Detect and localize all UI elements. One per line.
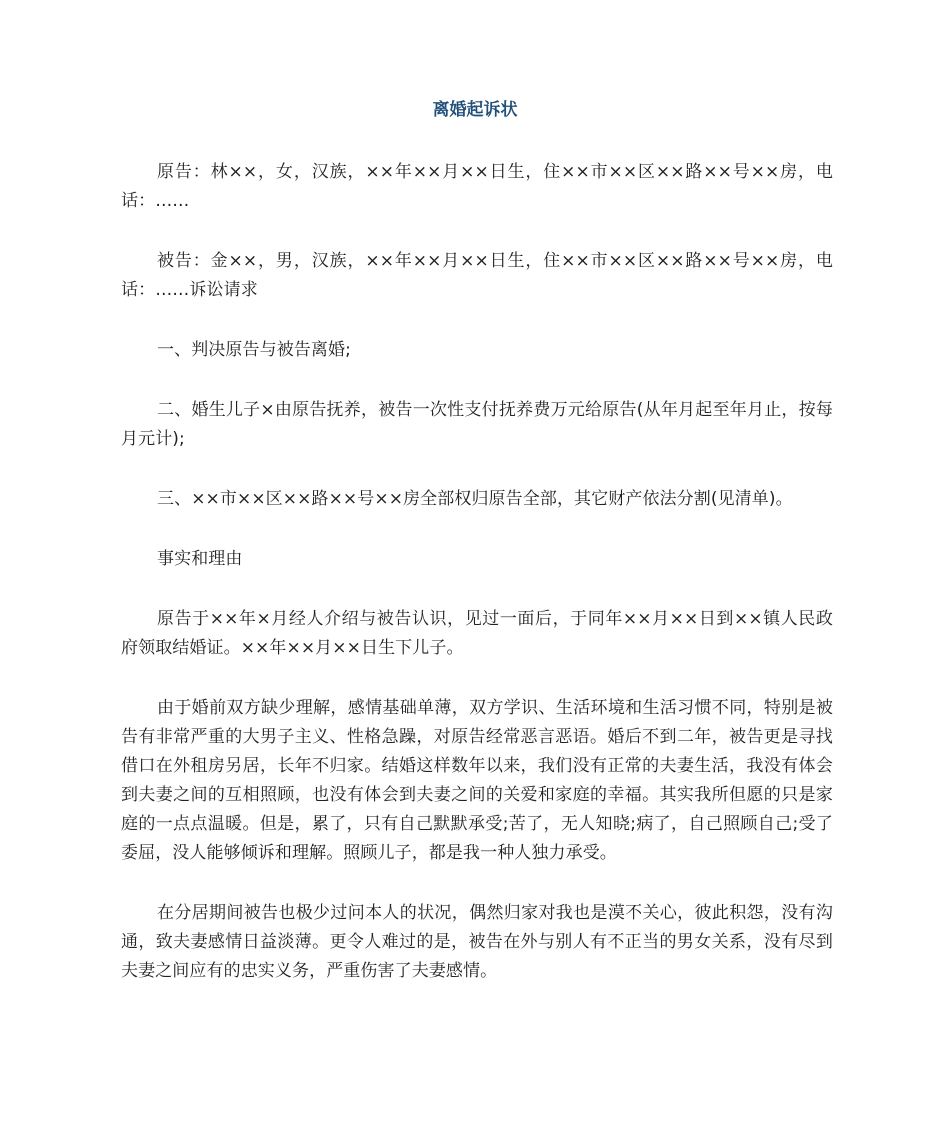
facts-heading: 事实和理由 <box>157 549 243 569</box>
claim-item-1: 一、判决原告与被告离婚; <box>157 340 351 360</box>
claim-item-3: 三、××市××区××路××号××房全部权归原告全部，其它财产依法分割(见清单)。 <box>157 489 793 509</box>
document-body <box>121 158 833 1017</box>
facts-paragraph-2: 由于婚前双方缺少理解，感情基础单薄，双方学识、生活环境和生活习惯不同，特别是被告有非常严重的大男子主义、性格急躁，对原告经常恶言恶语。婚后不到二年，被告更是寻找借口在外租房另居，长年不归家。结婚这样数年以来，我们没有正常的夫妻生活，我没有体会到夫妻之间的互相照顾，也没有体会到夫妻之间的关爱和家庭的幸福。其实我所但愿的只是家庭的一点点温暖。但是，累了，只有自己默默承受;苦了，无人知晓;病了，自己照顾自己;受了委屈，没人能够倾诉和理解。照顾儿子，都是我一种人独力承受。 <box>121 698 833 863</box>
facts-paragraph-3: 在分居期间被告也极少过问本人的状况，偶然归家对我也是漠不关心，彼此积怨，没有沟通，致夫妻感情日益淡薄。更令人难过的是，被告在外与别人有不正当的男女关系，没有尽到夫妻之间应有的忠实义务，严重伤害了夫妻感情。 <box>121 903 833 981</box>
defendant-info-paragraph: 被告：金××，男，汉族，××年××月××日生，住××市××区××路××号××房，电话：……诉讼请求 <box>121 251 833 300</box>
document-title: 离婚起诉状 <box>432 100 518 120</box>
plaintiff-info-paragraph: 原告：林××，女，汉族，××年××月××日生，住××市××区××路××号××房，电话：…… <box>121 162 833 211</box>
facts-paragraph-1: 原告于××年×月经人介绍与被告认识，见过一面后，于同年××月××日到××镇人民政府领取结婚证。××年××月××日生下儿子。 <box>121 609 833 658</box>
claim-item-2: 二、婚生儿子×由原告抚养，被告一次性支付抚养费万元给原告(从年月起至年月止，按每月元计); <box>121 400 833 449</box>
